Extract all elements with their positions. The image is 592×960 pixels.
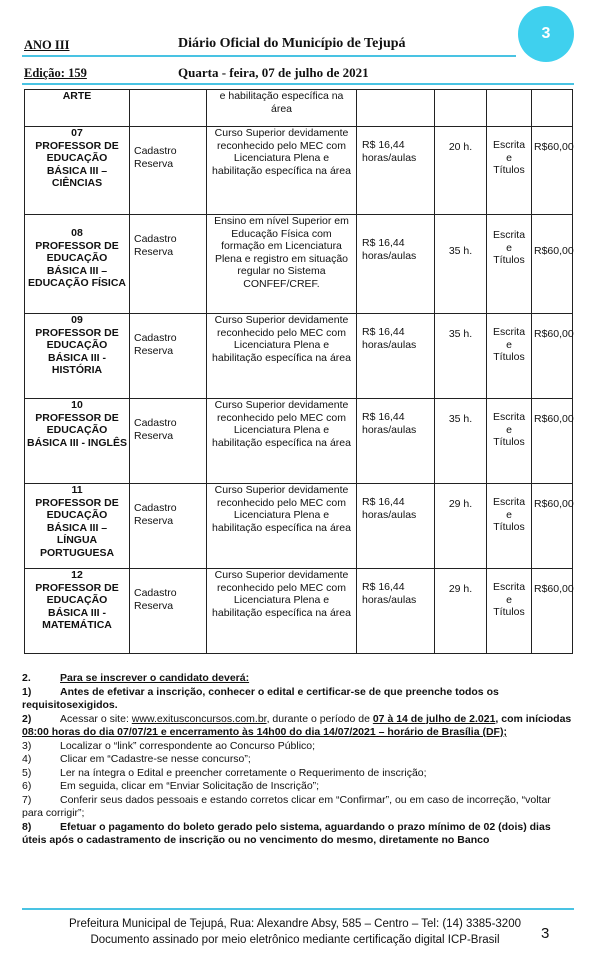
- instruction-item: 2) Acessar o site: www.exitusconcursos.com.br, durante o período de 07 à 14 de julho de 2.021, com iníciodas 08:00 horas do dia 07/07/21 e encerramento às 14h00 do dia 14/07/2021 – horário de Brasília (DF);: [22, 712, 572, 738]
- hours-cell: 35 h.: [435, 314, 487, 399]
- page-number-badge: 3: [518, 6, 574, 62]
- registration-cell: Cadastro Reserva: [130, 127, 207, 215]
- post-cell: [25, 314, 130, 399]
- salary-cell: R$ 16,44 horas/aulas: [357, 127, 435, 215]
- footer-divider: [22, 908, 574, 910]
- fee-cell: R$60,00: [532, 569, 573, 654]
- post-code: 07: [71, 127, 83, 139]
- salary-cell: R$ 16,44 horas/aulas: [357, 569, 435, 654]
- gazette-title: Diário Oficial do Município de Tejupá: [178, 36, 406, 51]
- registration-instructions: [22, 672, 574, 848]
- hours-cell: 35 h.: [435, 399, 487, 484]
- exam-cell: Escrita e Títulos: [487, 399, 532, 484]
- footer-certification: Documento assinado por meio eletrônico mediante certificação digital ICP-Brasil: [90, 934, 500, 946]
- header-divider-top: [22, 55, 516, 57]
- post-title: PROFESSOR DE EDUCAÇÃO BÁSICA III - INGLÊS: [27, 411, 127, 449]
- hours-cell: 29 h.: [435, 484, 487, 569]
- instruction-item: 5) Ler na íntegra o Edital e preencher corretamente o Requerimento de inscrição;: [22, 766, 427, 779]
- requirement-cell: Curso Superior devidamente reconhecido pelo MEC com Licenciatura Plena e habilitação específica na área: [207, 484, 357, 569]
- table-row-fragment: [25, 90, 573, 127]
- instruction-item: 3) Localizar o “link” correspondente ao Concurso Público;: [22, 739, 316, 752]
- post-title: PROFESSOR DE EDUCAÇÃO BÁSICA III - HISTÓRIA: [35, 326, 119, 376]
- requirement-cell: Curso Superior devidamente reconhecido pelo MEC com Licenciatura Plena e habilitação específica na área: [207, 399, 357, 484]
- post-cell: [25, 399, 130, 484]
- salary-cell: R$ 16,44 horas/aulas: [357, 215, 435, 314]
- requirement-cell: Curso Superior devidamente reconhecido pelo MEC com Licenciatura Plena e habilitação específica na área: [207, 569, 357, 654]
- instruction-item: 8) Efetuar o pagamento do boleto gerado pelo sistema, aguardando o prazo mínimo de 02 (dois) dias úteis após o cadastramento de inscrição ou no vencimento do mesmo, diretamente no Banco: [22, 820, 551, 846]
- post-cell: [25, 484, 130, 569]
- salary-cell: R$ 16,44 horas/aulas: [357, 484, 435, 569]
- fee-cell: R$60,00: [532, 399, 573, 484]
- instruction-item: 4) Clicar em “Cadastre-se nesse concurso”;: [22, 753, 251, 765]
- post-cell: [25, 569, 130, 654]
- post-cell: [25, 215, 130, 314]
- fee-cell: R$60,00: [532, 127, 573, 215]
- post-title: PROFESSOR DE EDUCAÇÃO BÁSICA III – LÍNGUA PORTUGUESA: [35, 496, 119, 559]
- exam-cell: Escrita e Títulos: [487, 314, 532, 399]
- post-code: 08: [71, 227, 83, 239]
- post-code: 10: [71, 399, 83, 411]
- post-title: PROFESSOR DE EDUCAÇÃO BÁSICA III – CIÊNCIAS: [35, 139, 119, 189]
- post-cell: ARTE: [25, 90, 130, 127]
- requirement-cell: Curso Superior devidamente reconhecido pelo MEC com Licenciatura Plena e habilitação específica na área: [207, 127, 357, 215]
- header-divider-bottom: [22, 83, 574, 85]
- edition-label: Edição: 159: [24, 66, 87, 80]
- exam-cell: Escrita e Títulos: [487, 569, 532, 654]
- salary-cell: R$ 16,44 horas/aulas: [357, 314, 435, 399]
- fee-cell: R$60,00: [532, 484, 573, 569]
- table-row: [25, 569, 573, 654]
- registration-cell: Cadastro Reserva: [130, 569, 207, 654]
- table-row: [25, 314, 573, 399]
- post-title: PROFESSOR DE EDUCAÇÃO BÁSICA III – EDUCAÇÃO FÍSICA: [27, 239, 126, 289]
- registration-cell: Cadastro Reserva: [130, 215, 207, 314]
- exam-cell: Escrita e Títulos: [487, 127, 532, 215]
- salary-cell: R$ 16,44 horas/aulas: [357, 399, 435, 484]
- post-code: 09: [71, 314, 83, 326]
- instructions-heading: 2. Para se inscrever o candidato deverá:: [22, 672, 250, 684]
- instruction-item: 1) Antes de efetivar a inscrição, conhecer o edital e certificar-se de que preenche todos os requisitosexigidos.: [22, 685, 499, 711]
- requirement-cell: Ensino em nível Superior em Educação Física com formação em Licenciatura Plena e registro em situação regular no Sistema CONFEF/CREF.: [207, 215, 357, 314]
- fee-cell: R$60,00: [532, 215, 573, 314]
- post-title: PROFESSOR DE EDUCAÇÃO BÁSICA III - MATEMÁTICA: [35, 581, 119, 631]
- fee-cell: R$60,00: [532, 314, 573, 399]
- edition-date: Quarta - feira, 07 de julho de 2021: [178, 65, 369, 80]
- requirement-cell: e habilitação específica na área: [207, 90, 357, 127]
- registration-cell: Cadastro Reserva: [130, 399, 207, 484]
- exitus-website-link[interactable]: www.exitusconcursos.com.br: [131, 712, 267, 725]
- hours-cell: 29 h.: [435, 569, 487, 654]
- exam-cell: Escrita e Títulos: [487, 484, 532, 569]
- positions-table: [24, 89, 573, 654]
- instruction-item: 6) Em seguida, clicar em “Enviar Solicitação de Inscrição”;: [22, 780, 320, 792]
- post-code: 12: [71, 569, 83, 581]
- instruction-item: 7) Conferir seus dados pessoais e estando corretos clicar em “Confirmar”, ou em caso de incorreção, “voltar para corrigir”;: [22, 793, 551, 819]
- post-code: 11: [71, 484, 83, 496]
- table-row: [25, 484, 573, 569]
- table-row: [25, 215, 573, 314]
- registration-cell: Cadastro Reserva: [130, 484, 207, 569]
- table-row: [25, 127, 573, 215]
- footer-address: Prefeitura Municipal de Tejupá, Rua: Alexandre Absy, 585 – Centro – Tel: (14) 3385-3200: [69, 918, 521, 930]
- table-row: [25, 399, 573, 484]
- footer-page-number: 3: [541, 925, 550, 942]
- requirement-cell: Curso Superior devidamente reconhecido pelo MEC com Licenciatura Plena e habilitação específica na área: [207, 314, 357, 399]
- registration-cell: Cadastro Reserva: [130, 314, 207, 399]
- year-label: ANO III: [24, 38, 70, 52]
- hours-cell: 35 h.: [435, 215, 487, 314]
- exam-cell: Escrita e Títulos: [487, 215, 532, 314]
- hours-cell: 20 h.: [435, 127, 487, 215]
- post-cell: [25, 127, 130, 215]
